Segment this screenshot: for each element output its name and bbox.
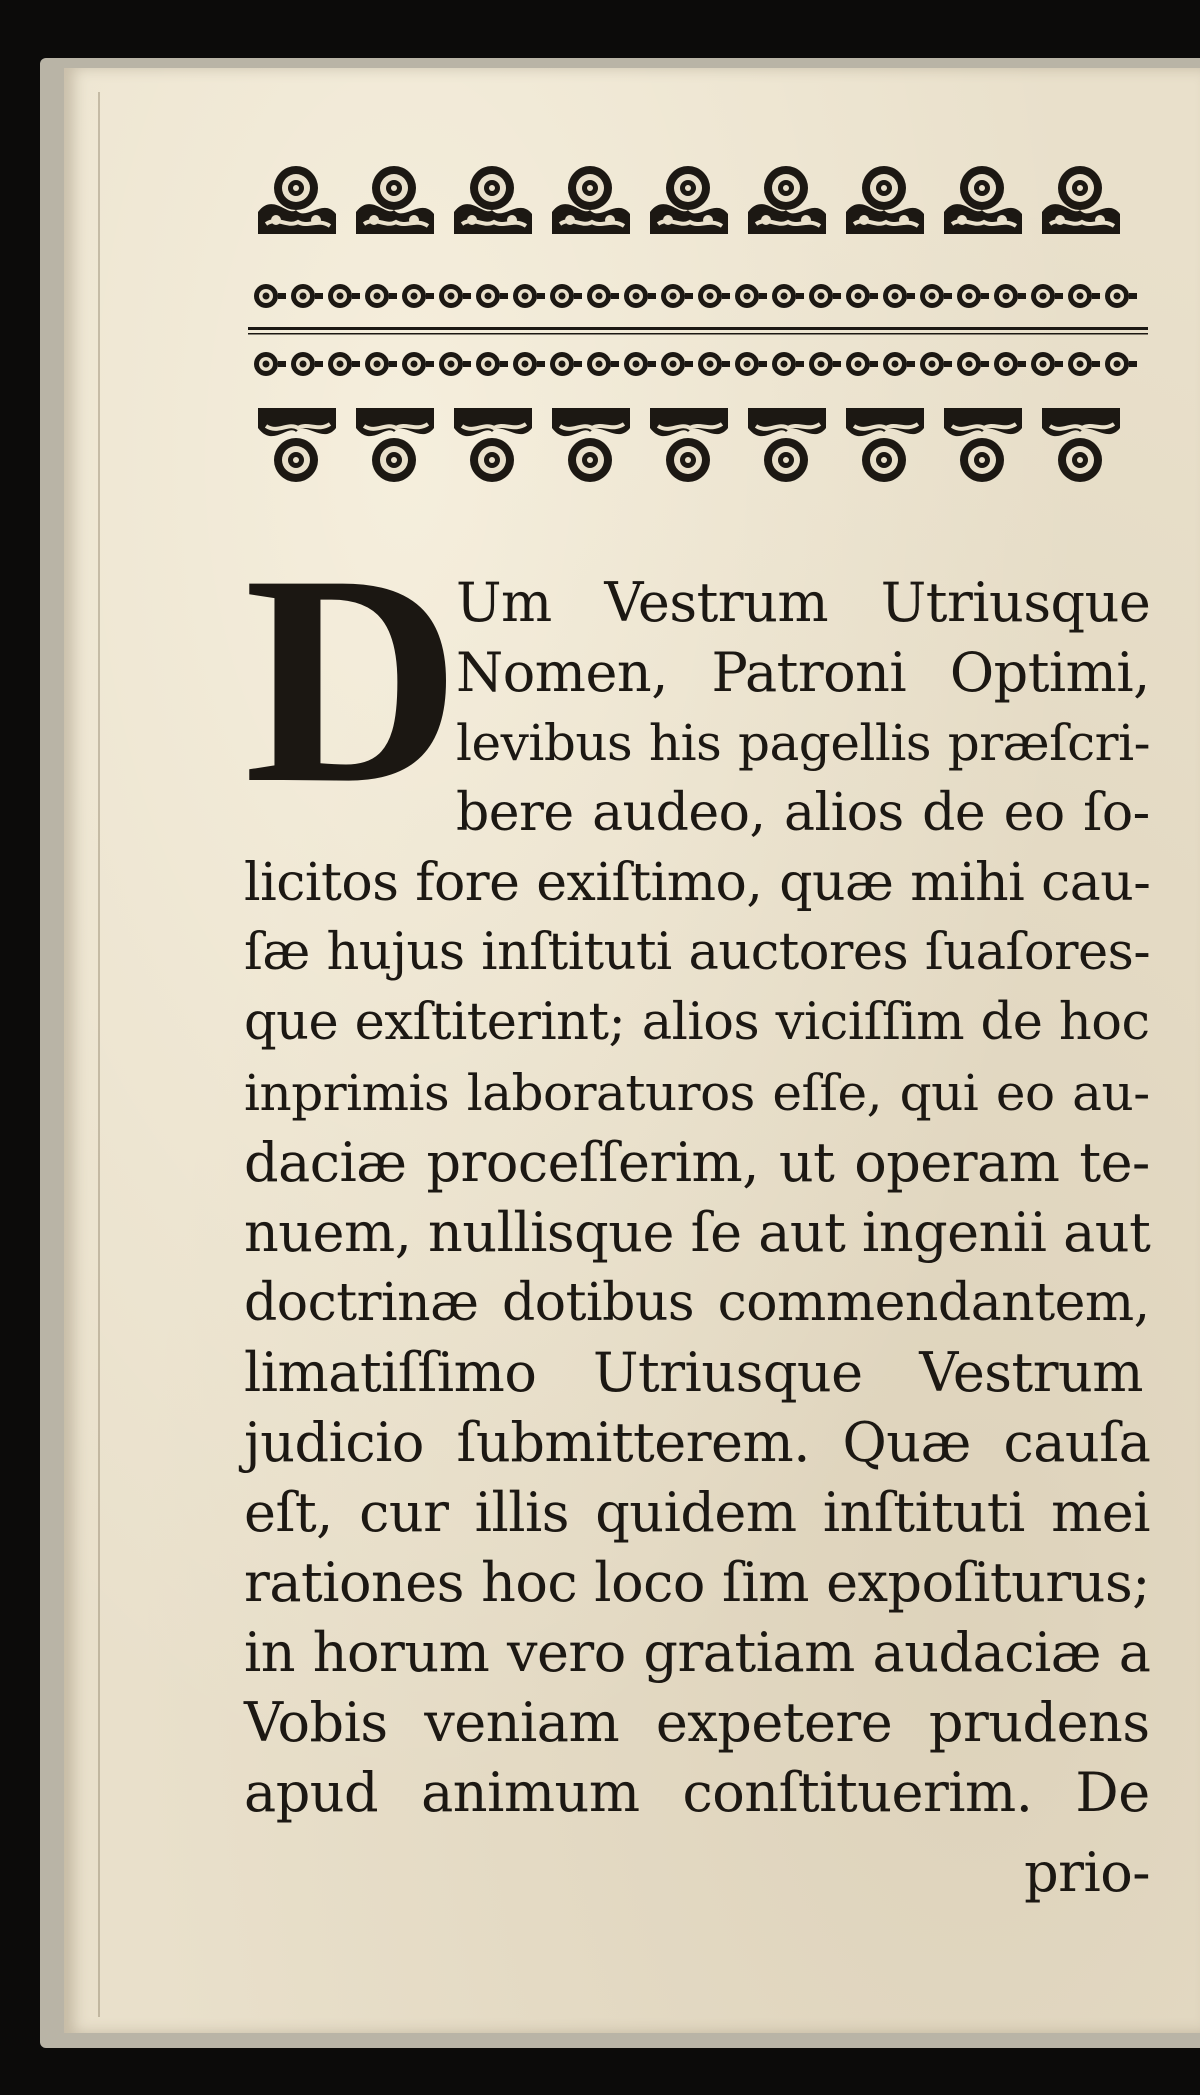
text-line-6 [244,918,1150,988]
line-text: apud animum conſtituerim. De [244,1761,1150,1824]
text-line-10 [244,1198,1150,1268]
line-text: que exſtiterint; alios viciſſim de hoc [244,993,1150,1052]
line-text: licitos fore exiſtimo, quæ mihi cau- [244,853,1151,913]
text-line-12 [244,1338,1150,1408]
text-line-8 [244,1058,1150,1128]
text-line-2 [456,638,1150,708]
text-line-3 [456,708,1150,778]
catchword [1019,1838,1150,1908]
text-line-4 [456,778,1150,848]
drop-cap: D [244,513,461,845]
text-line-17 [244,1688,1150,1758]
catchword-text: prio- [1024,1841,1150,1904]
line-text: daciæ proceſſerim, ut operam te- [244,1131,1150,1194]
ornament-svg [248,150,1148,510]
line-text: Um Vestrum Utriusque [456,571,1151,634]
line-text: rationes hoc loco ſim expoſiturus; [244,1551,1150,1614]
text-line-16 [244,1618,1150,1688]
text-line-14 [244,1478,1150,1548]
line-text: doctrinæ dotibus commendantem, [244,1273,1150,1333]
text-line-15 [244,1548,1150,1618]
text-line-13 [244,1408,1150,1478]
line-text: judicio ſubmitterem. Quæ cauſa [244,1411,1151,1474]
text-line-1 [456,568,1150,638]
text-line-9 [244,1128,1150,1198]
line-text: ſæ hujus inſtituti auctores ſuaſores- [244,923,1151,982]
text-line-5 [244,848,1150,918]
line-text: bere audeo, alios de eo ſo- [456,783,1150,843]
line-text: eſt, cur illis quidem inſtituti mei [244,1481,1150,1544]
line-text: limatiſſimo Utriusque Vestrum [244,1341,1143,1404]
gutter-line [98,92,100,2017]
line-text: Vobis veniam expetere prudens [244,1691,1150,1754]
text-line-7 [244,988,1150,1058]
text-line-18 [244,1758,1150,1828]
line-text: inprimis laboraturos eſſe, qui eo au- [244,1064,1150,1122]
text-line-11 [244,1268,1150,1338]
line-text: in horum vero gratiam audaciæ a [244,1621,1151,1684]
ornament-band [248,150,1148,510]
line-text: levibus his pagellis præſcri- [456,714,1150,772]
line-text: Nomen, Patroni Optimi, [456,641,1150,704]
line-text: nuem, nullisque ſe aut ingenii aut [244,1201,1151,1264]
